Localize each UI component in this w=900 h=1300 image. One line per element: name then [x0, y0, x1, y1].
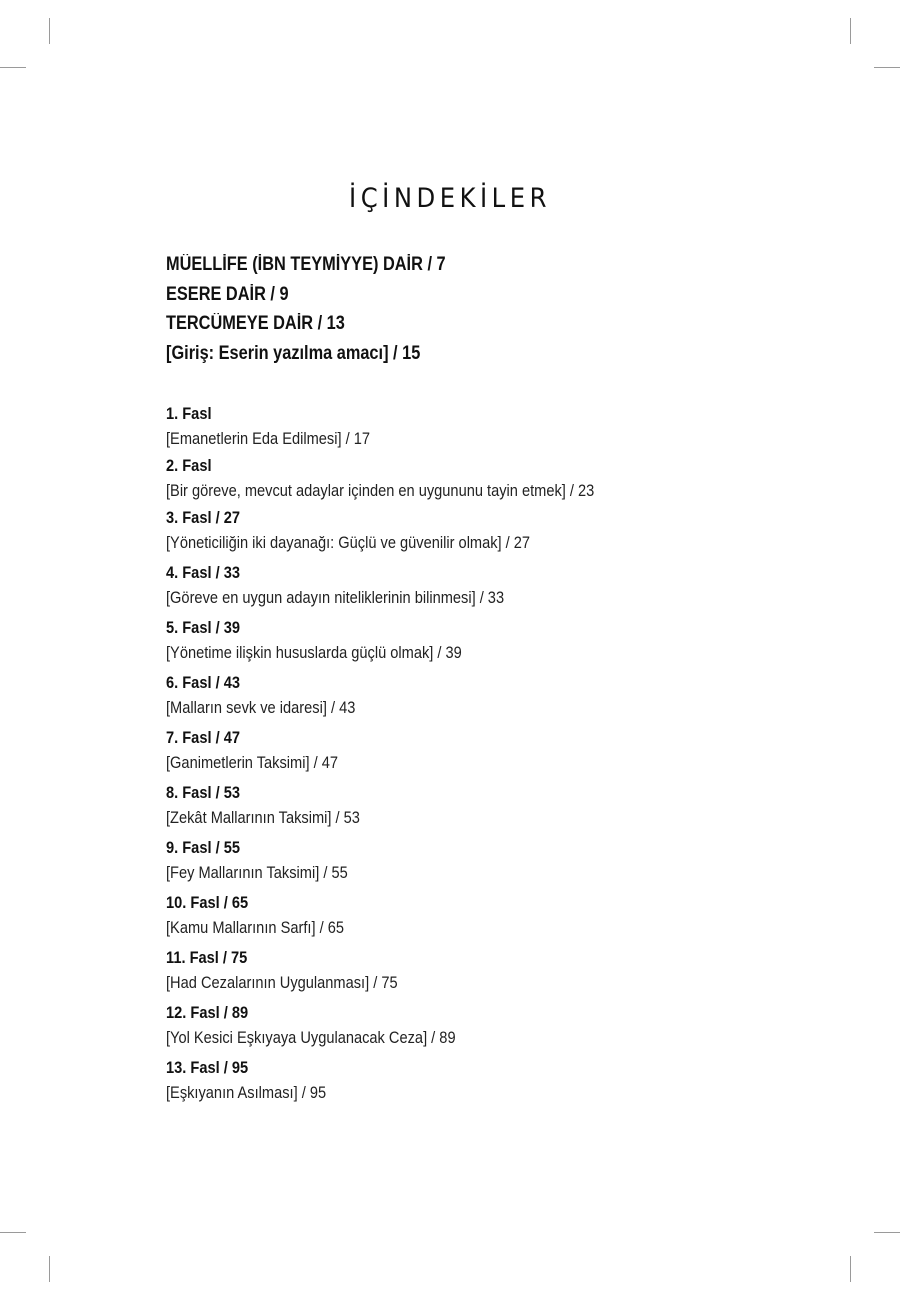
front-matter-entry[interactable]: TERCÜMEYE DAİR / 13 — [166, 313, 345, 334]
chapter-heading[interactable]: 10. Fasl / 65 — [166, 893, 249, 912]
chapter-entry — [166, 945, 866, 995]
crop-mark-top-left-vertical — [49, 18, 50, 44]
chapter-list — [166, 401, 866, 1105]
page-title: İÇİNDEKİLER — [349, 183, 551, 215]
crop-mark-top-right-horizontal — [874, 67, 900, 68]
crop-mark-bottom-right-vertical — [850, 1256, 851, 1282]
chapter-heading[interactable]: 4. Fasl / 33 — [166, 563, 240, 582]
front-matter-entry[interactable]: [Giriş: Eserin yazılma amacı] / 15 — [166, 342, 421, 364]
chapter-heading[interactable]: 13. Fasl / 95 — [166, 1058, 249, 1077]
chapter-entry — [166, 1000, 866, 1050]
chapter-heading[interactable]: 11. Fasl / 75 — [166, 948, 248, 967]
chapter-subtitle[interactable]: [Bir göreve, mevcut adaylar içinden en uygununu tayin etmek] / 23 — [166, 481, 595, 500]
crop-mark-top-left-horizontal — [0, 67, 26, 68]
chapter-entry — [166, 615, 866, 665]
chapter-heading[interactable]: 12. Fasl / 89 — [166, 1003, 249, 1022]
chapter-heading[interactable]: 8. Fasl / 53 — [166, 783, 240, 802]
front-matter-list — [166, 250, 866, 368]
chapter-entry — [166, 1055, 866, 1105]
front-matter-entry[interactable]: MÜELLİFE (İBN TEYMİYYE) DAİR / 7 — [166, 254, 446, 275]
chapter-entry — [166, 560, 866, 610]
chapter-subtitle[interactable]: [Malların sevk ve idaresi] / 43 — [166, 698, 356, 717]
chapter-entry — [166, 890, 866, 940]
chapter-heading[interactable]: 9. Fasl / 55 — [166, 838, 240, 857]
chapter-entry — [166, 670, 866, 720]
chapter-entry — [166, 505, 866, 555]
chapter-heading[interactable]: 7. Fasl / 47 — [166, 728, 240, 747]
chapter-entry — [166, 780, 866, 830]
chapter-entry — [166, 401, 866, 451]
chapter-entry — [166, 725, 866, 775]
chapter-heading[interactable]: 2. Fasl — [166, 456, 212, 475]
chapter-heading[interactable]: 6. Fasl / 43 — [166, 673, 240, 692]
chapter-subtitle[interactable]: [Emanetlerin Eda Edilmesi] / 17 — [166, 429, 370, 448]
chapter-subtitle[interactable]: [Fey Mallarının Taksimi] / 55 — [166, 863, 348, 882]
chapter-subtitle[interactable]: [Ganimetlerin Taksimi] / 47 — [166, 753, 338, 772]
crop-mark-bottom-right-horizontal — [874, 1232, 900, 1233]
chapter-subtitle[interactable]: [Yol Kesici Eşkıyaya Uygulanacak Ceza] / 89 — [166, 1028, 456, 1047]
crop-mark-bottom-left-horizontal — [0, 1232, 26, 1233]
chapter-subtitle[interactable]: [Had Cezalarının Uygulanması] / 75 — [166, 973, 398, 992]
front-matter-entry[interactable]: ESERE DAİR / 9 — [166, 283, 289, 305]
chapter-entry — [166, 835, 866, 885]
crop-mark-top-right-vertical — [850, 18, 851, 44]
chapter-subtitle[interactable]: [Yöneticiliğin iki dayanağı: Güçlü ve güvenilir olmak] / 27 — [166, 533, 531, 552]
chapter-subtitle[interactable]: [Yönetime ilişkin hususlarda güçlü olmak] / 39 — [166, 643, 462, 662]
chapter-heading[interactable]: 3. Fasl / 27 — [166, 508, 240, 527]
chapter-subtitle[interactable]: [Göreve en uygun adayın niteliklerinin bilinmesi] / 33 — [166, 588, 505, 607]
chapter-entry — [166, 453, 866, 503]
chapter-heading[interactable]: 1. Fasl — [166, 404, 212, 423]
chapter-subtitle[interactable]: [Eşkıyanın Asılması] / 95 — [166, 1083, 327, 1102]
crop-mark-bottom-left-vertical — [49, 1256, 50, 1282]
chapter-subtitle[interactable]: [Zekât Mallarının Taksimi] / 53 — [166, 808, 360, 827]
chapter-subtitle[interactable]: [Kamu Mallarının Sarfı] / 65 — [166, 918, 344, 937]
chapter-heading[interactable]: 5. Fasl / 39 — [166, 618, 240, 637]
table-of-contents — [166, 250, 866, 1110]
